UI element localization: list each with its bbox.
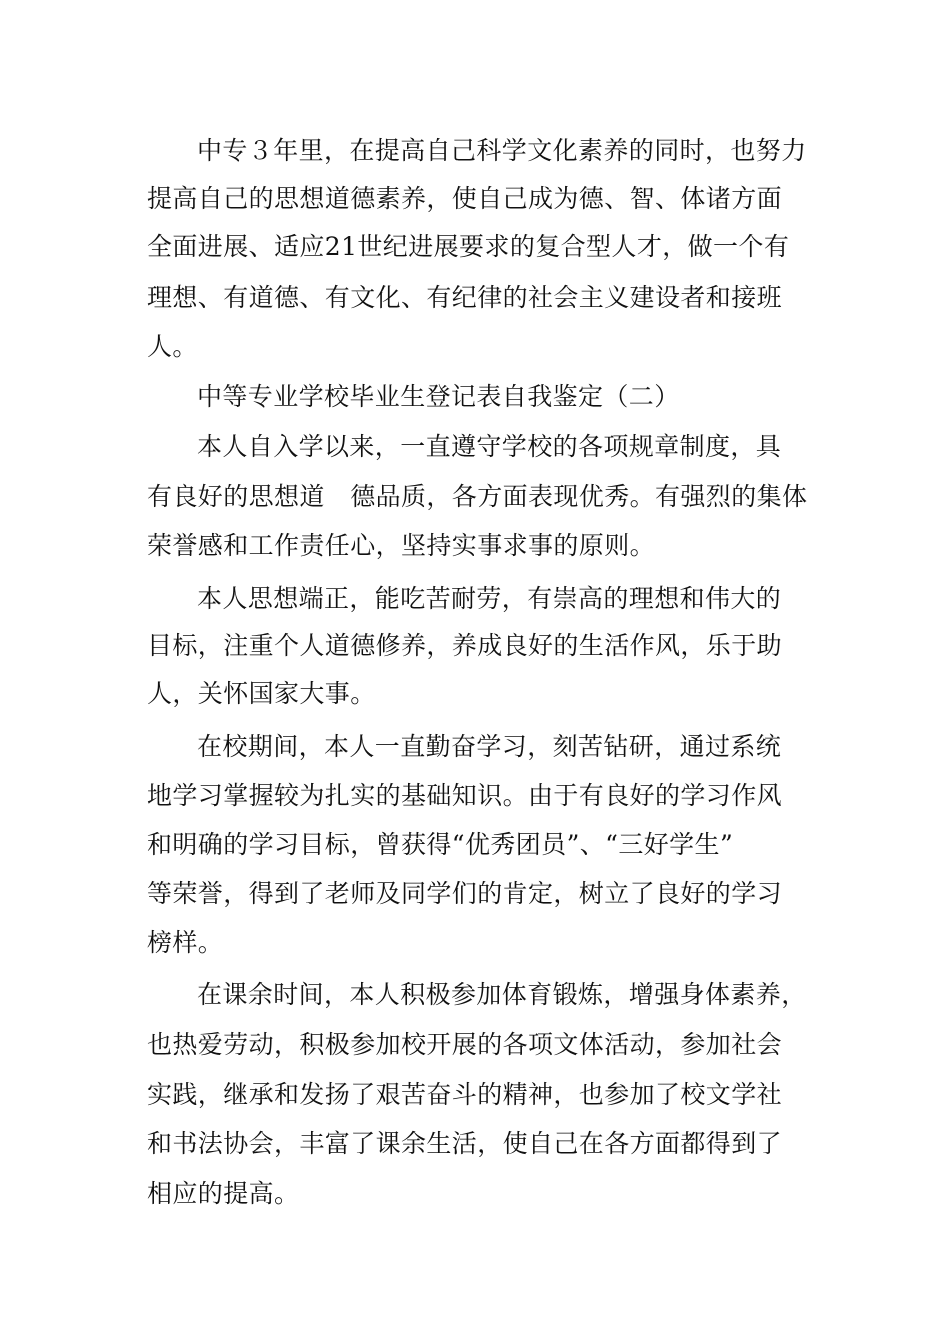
paragraph-3-line-2: 目标，注重个人道德修养，养成良好的生活作风，乐于助: [147, 631, 783, 660]
paragraph-1-line-4: 理想、有道德、有文化、有纪律的社会主义建设者和接班: [147, 283, 783, 312]
paragraph-2-line-2: 有良好的思想道 德品质，各方面表现优秀。有强烈的集体: [147, 482, 808, 511]
paragraph-1-line-1: 中专３年里，在提高自己科学文化素养的同时，也努力: [197, 136, 807, 165]
paragraph-1-line-2: 提高自己的思想道德素养，使自己成为德、智、体诸方面: [147, 184, 783, 213]
paragraph-2-line-1: 本人自入学以来，一直遵守学校的各项规章制度，具: [197, 432, 782, 461]
paragraph-4-line-1: 在校期间，本人一直勤奋学习，刻苦钻研，通过系统: [197, 732, 782, 761]
paragraph-4-line-5: 榜样。: [147, 928, 224, 957]
paragraph-3-line-1: 本人思想端正，能吃苦耐劳，有崇高的理想和伟大的: [197, 584, 782, 613]
paragraph-5-line-2: 也热爱劳动，积极参加校开展的各项文体活动，参加社会: [147, 1030, 783, 1059]
paragraph-5-line-5: 相应的提高。: [147, 1179, 300, 1208]
section-heading: 中等专业学校毕业生登记表自我鉴定（二）: [197, 382, 680, 411]
paragraph-4-line-3: 和明确的学习目标，曾获得“优秀团员”、“三好学生”: [147, 830, 734, 859]
paragraph-5-line-1: 在课余时间，本人积极参加体育锻炼，增强身体素养，: [197, 980, 807, 1009]
paragraph-2-line-3: 荣誉感和工作责任心，坚持实事求事的原则。: [147, 531, 656, 560]
paragraph-3-line-3: 人，关怀国家大事。: [147, 679, 376, 708]
paragraph-4-line-2: 地学习掌握较为扎实的基础知识。由于有良好的学习作风: [147, 781, 783, 810]
paragraph-5-line-4: 和书法协会，丰富了课余生活，使自己在各方面都得到了: [147, 1129, 783, 1158]
paragraph-5-line-3: 实践，继承和发扬了艰苦奋斗的精神，也参加了校文学社: [147, 1080, 783, 1109]
paragraph-1-line-3: 全面进展、适应21世纪进展要求的复合型人才，做一个有: [147, 232, 790, 261]
paragraph-1-line-5: 人。: [147, 332, 198, 361]
paragraph-4-line-4: 等荣誉，得到了老师及同学们的肯定，树立了良好的学习: [147, 879, 783, 908]
